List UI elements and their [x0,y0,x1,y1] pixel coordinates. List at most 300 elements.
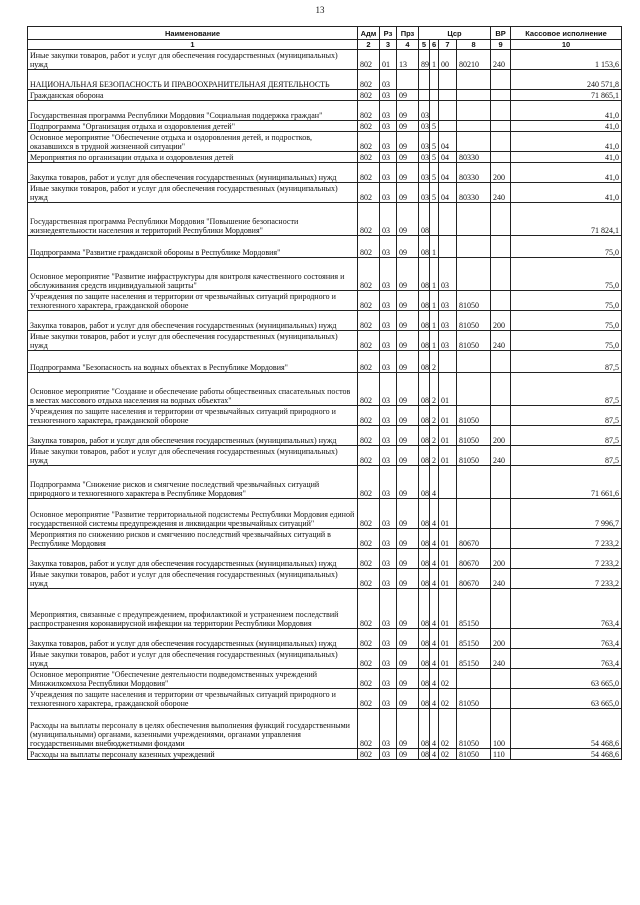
row-adm: 802 [358,50,380,70]
table-row [28,163,622,183]
row-csr-program: 08 [419,331,430,351]
row-rz: 03 [380,291,397,311]
row-csr-program: 08 [419,258,430,291]
column-number: 8 [457,40,491,50]
row-adm: 802 [358,649,380,669]
row-prz: 09 [397,291,419,311]
row-vr [491,203,511,236]
row-amount: 41,0 [511,132,622,152]
table-row [28,446,622,466]
row-adm: 802 [358,709,380,749]
row-name: Основное мероприятие "Развитие территориальной подсистемы Республики Мордовия единой государственной системы предупреждения и ликвидации чрезвычайных ситуаций" [28,499,358,529]
row-amount: 41,0 [511,163,622,183]
row-name: Основное мероприятие "Обеспечение отдыха и оздоровления детей, и подростков, оказавшихся в трудной жизненной ситуации" [28,132,358,152]
row-csr-subprogram: 5 [430,163,439,183]
row-prz: 09 [397,446,419,466]
row-csr-direction: 80210 [457,50,491,70]
row-csr-event: 03 [439,258,457,291]
row-csr-direction: 81050 [457,689,491,709]
row-amount: 41,0 [511,121,622,132]
row-prz: 09 [397,549,419,569]
row-rz: 03 [380,121,397,132]
table-row [28,589,622,629]
row-prz: 09 [397,183,419,203]
row-csr-event: 04 [439,183,457,203]
row-adm: 802 [358,101,380,121]
row-amount: 7 996,7 [511,499,622,529]
row-name: Государственная программа Республики Мордовия "Повышение безопасности жизнедеятельности населения и территорий Республики Мордовия" [28,203,358,236]
table-row [28,689,622,709]
row-csr-program: 08 [419,689,430,709]
row-name: Подпрограмма "Снижение рисков и смягчение последствий чрезвычайных ситуаций природного и техногенного характера в Республике Мордовия" [28,466,358,499]
row-name: Закупка товаров, работ и услуг для обеспечения государственных (муниципальных) нужд [28,629,358,649]
row-adm: 802 [358,749,380,760]
column-number: 4 [397,40,419,50]
row-csr-subprogram: 2 [430,406,439,426]
row-vr [491,101,511,121]
row-adm: 802 [358,406,380,426]
header-exec: Кассовое исполнение [511,27,622,40]
row-csr-event: 04 [439,163,457,183]
row-csr-event: 02 [439,669,457,689]
row-vr [491,70,511,90]
row-rz: 03 [380,311,397,331]
row-csr-program [419,90,430,101]
row-vr: 240 [491,50,511,70]
row-prz: 09 [397,529,419,549]
row-name: Иные закупки товаров, работ и услуг для обеспечения государственных (муниципальных) нужд [28,50,358,70]
row-rz: 03 [380,689,397,709]
row-csr-event: 04 [439,152,457,163]
row-name: НАЦИОНАЛЬНАЯ БЕЗОПАСНОСТЬ И ПРАВООХРАНИТЕЛЬНАЯ ДЕЯТЕЛЬНОСТЬ [28,70,358,90]
row-prz: 09 [397,569,419,589]
row-csr-subprogram: 5 [430,183,439,203]
row-csr-event: 04 [439,132,457,152]
row-vr: 200 [491,311,511,331]
row-adm: 802 [358,203,380,236]
column-number: 2 [358,40,380,50]
row-csr-program: 08 [419,589,430,629]
row-csr-subprogram: 4 [430,499,439,529]
row-adm: 802 [358,132,380,152]
row-rz: 03 [380,589,397,629]
row-csr-event: 02 [439,709,457,749]
table-row [28,569,622,589]
row-amount: 75,0 [511,258,622,291]
row-csr-direction [457,70,491,90]
row-csr-program: 08 [419,529,430,549]
row-prz: 09 [397,121,419,132]
row-prz: 09 [397,90,419,101]
row-amount: 75,0 [511,311,622,331]
row-csr-program: 08 [419,426,430,446]
row-rz: 01 [380,50,397,70]
row-adm: 802 [358,689,380,709]
row-csr-subprogram: 4 [430,669,439,689]
row-rz: 03 [380,373,397,406]
row-csr-event: 01 [439,649,457,669]
table-row [28,101,622,121]
row-csr-event [439,466,457,499]
row-csr-event: 02 [439,689,457,709]
row-prz: 09 [397,499,419,529]
row-rz: 03 [380,203,397,236]
column-number: 5 [419,40,430,50]
row-csr-subprogram: 4 [430,589,439,629]
row-rz: 03 [380,529,397,549]
row-csr-subprogram: 5 [430,121,439,132]
row-csr-event [439,101,457,121]
row-vr [491,236,511,258]
row-adm: 802 [358,236,380,258]
row-name: Учреждения по защите населения и территории от чрезвычайных ситуаций природного и техногенного характера, гражданской обороне [28,406,358,426]
row-name: Подпрограмма "Развитие гражданской обороны в Республике Мордовия" [28,236,358,258]
table-row [28,649,622,669]
row-vr [491,291,511,311]
row-amount: 87,5 [511,373,622,406]
row-amount: 75,0 [511,331,622,351]
row-csr-direction [457,203,491,236]
row-csr-event: 01 [439,499,457,529]
row-name: Государственная программа Республики Мордовия "Социальная поддержка граждан" [28,101,358,121]
row-csr-program: 08 [419,373,430,406]
row-rz: 03 [380,70,397,90]
row-rz: 03 [380,549,397,569]
row-csr-subprogram: 1 [430,258,439,291]
row-vr: 240 [491,569,511,589]
row-name: Иные закупки товаров, работ и услуг для обеспечения государственных (муниципальных) нужд [28,569,358,589]
row-csr-program: 08 [419,236,430,258]
row-vr [491,90,511,101]
row-csr-subprogram [430,101,439,121]
row-amount: 87,5 [511,351,622,373]
table-row [28,426,622,446]
row-csr-direction: 85150 [457,589,491,629]
row-csr-event: 01 [439,446,457,466]
column-number: 1 [28,40,358,50]
row-csr-event: 01 [439,629,457,649]
row-csr-direction [457,373,491,406]
row-csr-event: 01 [439,426,457,446]
row-csr-direction: 81050 [457,446,491,466]
row-csr-event: 01 [439,589,457,629]
row-csr-program: 08 [419,569,430,589]
row-adm: 802 [358,466,380,499]
row-csr-event [439,351,457,373]
row-adm: 802 [358,669,380,689]
row-csr-program: 08 [419,629,430,649]
row-csr-direction [457,466,491,499]
row-vr: 240 [491,446,511,466]
row-vr [491,499,511,529]
row-prz: 09 [397,749,419,760]
row-prz: 09 [397,152,419,163]
row-csr-subprogram [430,203,439,236]
row-csr-direction [457,132,491,152]
row-csr-program: 08 [419,499,430,529]
row-csr-program: 08 [419,351,430,373]
row-amount: 763,4 [511,589,622,629]
row-rz: 03 [380,499,397,529]
row-csr-program: 08 [419,466,430,499]
row-csr-subprogram: 4 [430,466,439,499]
row-name: Мероприятия, связанные с предупреждением, профилактикой и устранением последствий распространения коронавирусной инфекции на территории Республики Мордовия [28,589,358,629]
table-row [28,50,622,70]
row-adm: 802 [358,311,380,331]
table-row [28,90,622,101]
row-adm: 802 [358,351,380,373]
row-name: Иные закупки товаров, работ и услуг для обеспечения государственных (муниципальных) нужд [28,331,358,351]
row-vr [491,132,511,152]
row-amount: 41,0 [511,152,622,163]
row-prz: 09 [397,406,419,426]
row-prz: 09 [397,351,419,373]
row-amount: 71 824,1 [511,203,622,236]
row-prz: 09 [397,311,419,331]
table-row [28,291,622,311]
row-rz: 03 [380,426,397,446]
row-csr-direction: 80670 [457,549,491,569]
row-adm: 802 [358,499,380,529]
page-number: 13 [315,5,325,15]
row-csr-program: 08 [419,291,430,311]
row-vr: 240 [491,649,511,669]
row-name: Иные закупки товаров, работ и услуг для обеспечения государственных (муниципальных) нужд [28,446,358,466]
row-csr-event: 03 [439,311,457,331]
row-rz: 03 [380,669,397,689]
row-prz: 09 [397,258,419,291]
header-name: Наименование [28,27,358,40]
header-rz: Рз [380,27,397,40]
row-csr-program: 89 [419,50,430,70]
row-csr-program: 03 [419,121,430,132]
row-csr-direction [457,499,491,529]
row-csr-subprogram: 4 [430,629,439,649]
row-rz: 03 [380,649,397,669]
row-amount: 54 468,6 [511,749,622,760]
table-row [28,373,622,406]
row-csr-direction: 80330 [457,163,491,183]
row-csr-subprogram: 1 [430,311,439,331]
row-csr-direction [457,121,491,132]
row-adm: 802 [358,258,380,291]
row-csr-event: 01 [439,569,457,589]
row-csr-subprogram [430,90,439,101]
table-row [28,466,622,499]
row-amount: 763,4 [511,629,622,649]
row-adm: 802 [358,331,380,351]
row-vr: 240 [491,183,511,203]
column-number-row [28,40,622,50]
row-adm: 802 [358,183,380,203]
table-row [28,629,622,649]
budget-table [27,26,622,760]
row-vr [491,152,511,163]
row-name: Иные закупки товаров, работ и услуг для обеспечения государственных (муниципальных) нужд [28,649,358,669]
table-row [28,183,622,203]
row-csr-direction [457,90,491,101]
row-csr-direction [457,669,491,689]
row-csr-subprogram: 4 [430,689,439,709]
row-name: Мероприятия по организации отдыха и оздоровления детей [28,152,358,163]
row-rz: 03 [380,466,397,499]
row-csr-program: 08 [419,709,430,749]
row-prz: 09 [397,373,419,406]
row-prz: 09 [397,163,419,183]
row-vr [491,351,511,373]
row-csr-subprogram: 1 [430,236,439,258]
row-name: Иные закупки товаров, работ и услуг для обеспечения государственных (муниципальных) нужд [28,183,358,203]
row-csr-program: 08 [419,311,430,331]
row-prz: 09 [397,132,419,152]
row-csr-event [439,90,457,101]
row-csr-direction: 81050 [457,311,491,331]
row-prz: 09 [397,101,419,121]
row-name: Учреждения по защите населения и территории от чрезвычайных ситуаций природного и техногенного характера, гражданской обороне [28,291,358,311]
row-csr-direction: 81050 [457,331,491,351]
row-vr: 200 [491,426,511,446]
row-csr-program: 03 [419,132,430,152]
table-row [28,152,622,163]
table-row [28,236,622,258]
row-name: Расходы на выплаты персоналу в целях обеспечения выполнения функций государственными (муниципальными) органами, казенными учреждениями, органами управления государственными внебюджетными фондами [28,709,358,749]
row-csr-program: 03 [419,152,430,163]
row-rz: 03 [380,236,397,258]
row-csr-subprogram: 1 [430,50,439,70]
row-adm: 802 [358,163,380,183]
row-prz: 09 [397,466,419,499]
row-csr-direction [457,258,491,291]
table-row [28,529,622,549]
row-csr-direction: 81050 [457,709,491,749]
row-csr-event: 03 [439,331,457,351]
row-csr-program: 08 [419,203,430,236]
table-row [28,709,622,749]
row-csr-program: 08 [419,669,430,689]
row-csr-event: 01 [439,406,457,426]
row-csr-program: 08 [419,649,430,669]
row-adm: 802 [358,121,380,132]
row-csr-program: 03 [419,101,430,121]
row-csr-program [419,70,430,90]
row-csr-event: 03 [439,291,457,311]
row-csr-event: 02 [439,749,457,760]
row-amount: 41,0 [511,101,622,121]
row-csr-event [439,203,457,236]
row-rz: 03 [380,101,397,121]
row-amount: 7 233,2 [511,529,622,549]
row-vr: 110 [491,749,511,760]
row-csr-subprogram: 2 [430,351,439,373]
row-csr-subprogram: 4 [430,749,439,760]
row-name: Закупка товаров, работ и услуг для обеспечения государственных (муниципальных) нужд [28,163,358,183]
table-row [28,406,622,426]
row-amount: 63 665,0 [511,669,622,689]
row-vr [491,529,511,549]
row-rz: 03 [380,569,397,589]
table-row [28,121,622,132]
column-number: 7 [439,40,457,50]
row-adm: 802 [358,549,380,569]
row-csr-program: 03 [419,183,430,203]
table-row [28,669,622,689]
row-vr: 200 [491,629,511,649]
row-adm: 802 [358,90,380,101]
row-amount: 1 153,6 [511,50,622,70]
table-row [28,331,622,351]
table-row [28,70,622,90]
row-csr-event [439,70,457,90]
table-row [28,311,622,331]
row-amount: 75,0 [511,236,622,258]
row-rz: 03 [380,163,397,183]
header-adm: Адм [358,27,380,40]
row-csr-direction: 80330 [457,183,491,203]
row-adm: 802 [358,529,380,549]
row-rz: 03 [380,446,397,466]
row-rz: 03 [380,331,397,351]
row-rz: 03 [380,183,397,203]
row-vr: 100 [491,709,511,749]
row-csr-event: 00 [439,50,457,70]
row-vr [491,669,511,689]
row-csr-subprogram: 5 [430,132,439,152]
header-prz: Прз [397,27,419,40]
row-prz: 09 [397,649,419,669]
row-amount: 7 233,2 [511,549,622,569]
row-prz: 09 [397,236,419,258]
row-vr [491,373,511,406]
row-name: Подпрограмма "Организация отдыха и оздоровления детей" [28,121,358,132]
table-row [28,549,622,569]
row-adm: 802 [358,373,380,406]
row-name: Основное мероприятие "Развитие инфраструктуры для контроля качественного состояния и обслуживания средств индивидуальной защиты" [28,258,358,291]
row-csr-subprogram: 1 [430,331,439,351]
row-prz [397,70,419,90]
row-amount: 7 233,2 [511,569,622,589]
row-prz: 09 [397,709,419,749]
row-csr-subprogram: 4 [430,569,439,589]
row-rz: 03 [380,749,397,760]
table-row [28,351,622,373]
table-row [28,749,622,760]
row-csr-program: 08 [419,549,430,569]
row-rz: 03 [380,406,397,426]
row-amount: 240 571,8 [511,70,622,90]
row-csr-direction [457,236,491,258]
row-csr-direction: 80670 [457,569,491,589]
row-adm: 802 [358,426,380,446]
table-row [28,132,622,152]
row-csr-direction [457,101,491,121]
row-prz: 09 [397,629,419,649]
row-rz: 03 [380,90,397,101]
row-csr-event: 01 [439,549,457,569]
row-csr-direction: 81050 [457,749,491,760]
row-csr-subprogram: 2 [430,446,439,466]
row-name: Учреждения по защите населения и территории от чрезвычайных ситуаций природного и техногенного характера, гражданской обороне [28,689,358,709]
row-csr-subprogram: 5 [430,152,439,163]
row-name: Расходы на выплаты персоналу казенных учреждений [28,749,358,760]
row-adm: 802 [358,291,380,311]
row-vr [491,689,511,709]
row-csr-direction: 85150 [457,629,491,649]
row-amount: 41,0 [511,183,622,203]
row-csr-direction: 80670 [457,529,491,549]
header-vr: ВР [491,27,511,40]
row-prz: 09 [397,669,419,689]
row-adm: 802 [358,589,380,629]
